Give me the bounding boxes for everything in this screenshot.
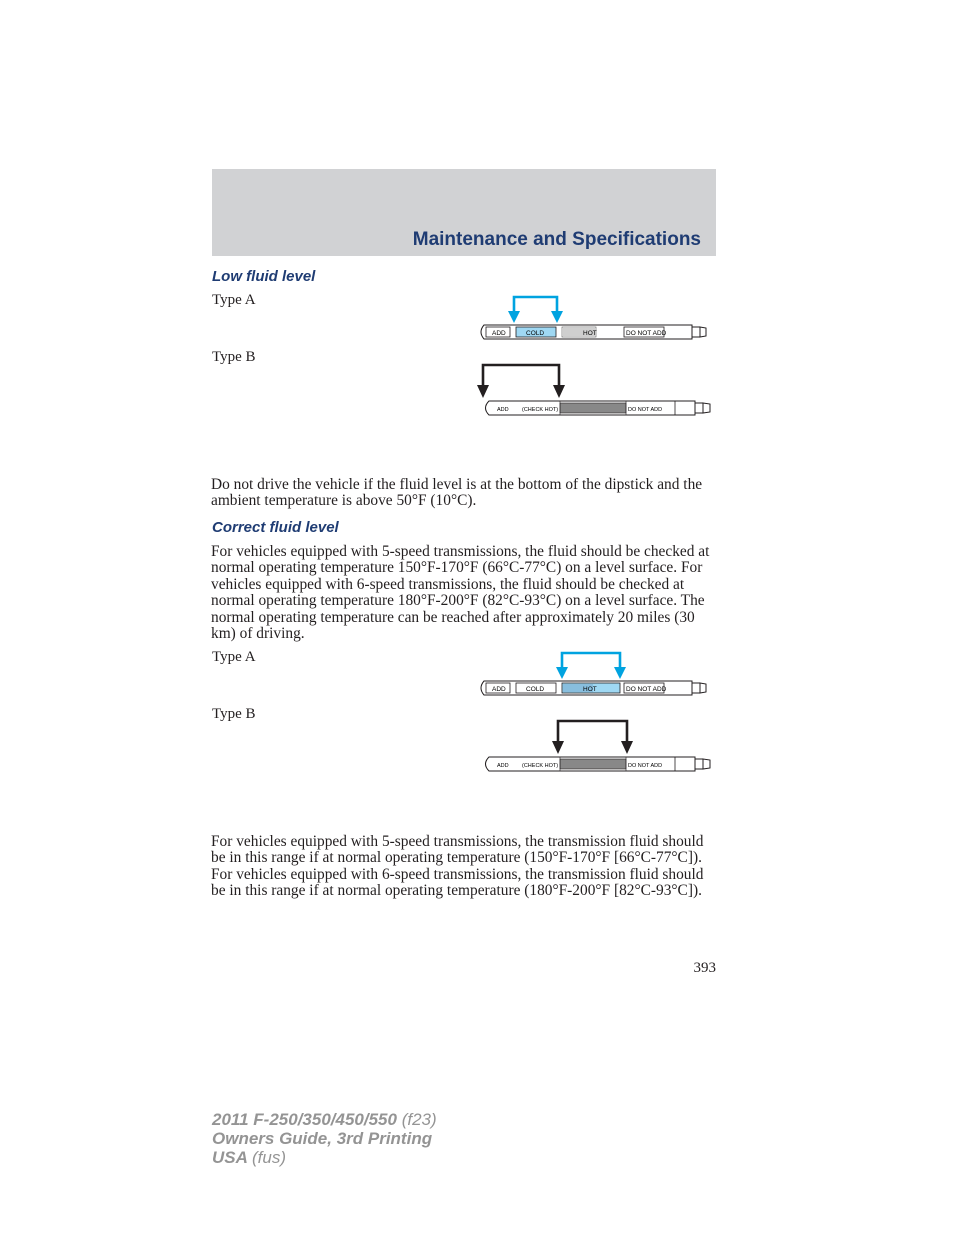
label-type-b-low: Type B bbox=[212, 349, 256, 365]
label-cold: COLD bbox=[526, 330, 545, 337]
label-do-not-add: DO NOT ADD bbox=[628, 407, 663, 413]
arrow-right bbox=[551, 311, 563, 323]
label-type-a-correct: Type A bbox=[212, 649, 256, 665]
label-do-not-add: DO NOT ADD bbox=[628, 763, 663, 769]
dipstick-type-b-correct bbox=[470, 716, 718, 776]
footer-line-3 bbox=[212, 1148, 437, 1167]
dipstick-cap bbox=[700, 683, 706, 693]
label-add: ADD bbox=[492, 330, 506, 337]
arrow-left bbox=[556, 667, 568, 679]
arrow-right bbox=[614, 667, 626, 679]
footer-region-code: (fus) bbox=[252, 1148, 286, 1167]
label-check-hot: (CHECK HOT) bbox=[522, 763, 559, 769]
crosshatch-band bbox=[560, 759, 626, 769]
header-band bbox=[212, 169, 716, 256]
footer-region: USA bbox=[212, 1148, 248, 1167]
footer-line-1 bbox=[212, 1110, 437, 1129]
label-type-a-low: Type A bbox=[212, 292, 256, 308]
crosshatch-band bbox=[560, 403, 626, 413]
level-bracket bbox=[562, 653, 620, 670]
low-fluid-warning: Do not drive the vehicle if the fluid level is at the bottom of the dipstick and the ambient temperature is above 50°F (10°C). bbox=[211, 476, 703, 510]
level-bracket bbox=[483, 365, 559, 388]
label-do-not-add: DO NOT ADD bbox=[626, 686, 667, 693]
label-add: ADD bbox=[497, 763, 509, 769]
dipstick-cap bbox=[703, 759, 710, 769]
label-cold: COLD bbox=[526, 686, 545, 693]
footer-line-2: Owners Guide, 3rd Printing bbox=[212, 1129, 433, 1148]
label-add: ADD bbox=[492, 686, 506, 693]
arrow-left bbox=[477, 385, 489, 398]
level-bracket bbox=[514, 297, 557, 314]
correct-fluid-intro: For vehicles equipped with 5-speed transmissions, the fluid should be checked at normal operating temperature 150°F-170°F (66°C-77°C) on a level surface. For vehicles equipped with 6-speed transmissions, the fluid should be checked at normal operating temperature 180°F-200°F (82°C-93°C) on a level surface. The normal operating temperature can be reached after approximately 20 miles (30 km) of driving. bbox=[211, 543, 710, 643]
dipstick-type-b-low bbox=[470, 360, 718, 420]
dipstick-cap bbox=[703, 403, 710, 413]
page-title: Maintenance and Specifications bbox=[412, 229, 701, 250]
footer-model-code: (f23) bbox=[401, 1110, 437, 1129]
heading-correct-fluid-level: Correct fluid level bbox=[212, 519, 339, 536]
dipstick-cap bbox=[700, 327, 706, 337]
label-add: ADD bbox=[497, 407, 509, 413]
page-number: 393 bbox=[693, 960, 716, 976]
heading-low-fluid-level: Low fluid level bbox=[212, 268, 316, 285]
footer-model: 2011 F-250/350/450/550 bbox=[212, 1110, 397, 1129]
correct-fluid-range-note: For vehicles equipped with 5-speed transmissions, the transmission fluid should be in this range if at normal operating temperature (150°F-170°F [66°C-77°C]). For vehicles equipped with 6-speed transmissions, the transmission fluid should be in this range if at normal operating temperature (180°F-200°F [82°C-93°C]). bbox=[211, 833, 704, 900]
label-do-not-add: DO NOT ADD bbox=[626, 330, 667, 337]
arrow-right bbox=[553, 385, 565, 398]
label-type-b-correct: Type B bbox=[212, 706, 256, 722]
label-check-hot: (CHECK HOT) bbox=[522, 407, 559, 413]
dipstick-type-a-low bbox=[470, 292, 718, 344]
document-footer bbox=[212, 1110, 437, 1167]
label-hot: HOT bbox=[583, 330, 597, 337]
level-bracket bbox=[558, 721, 627, 744]
label-hot: HOT bbox=[583, 686, 597, 693]
dipstick-type-a-correct bbox=[470, 648, 718, 700]
arrow-right bbox=[621, 741, 633, 754]
arrow-left bbox=[552, 741, 564, 754]
arrow-left bbox=[508, 311, 520, 323]
